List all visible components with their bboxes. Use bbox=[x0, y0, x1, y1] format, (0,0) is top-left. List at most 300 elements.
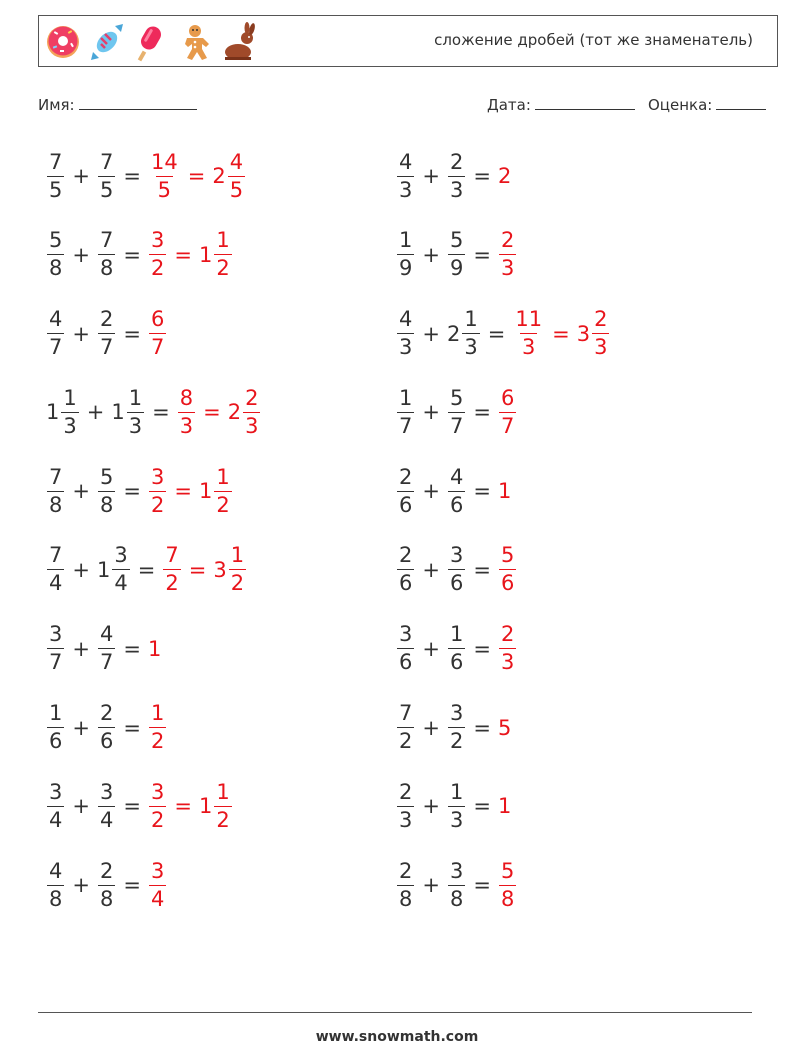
answer-value bbox=[162, 545, 181, 594]
fraction bbox=[98, 309, 115, 358]
numerator: 4 bbox=[49, 858, 63, 883]
denominator: 8 bbox=[99, 492, 114, 517]
numerator: 3 bbox=[150, 464, 165, 489]
numerator: 2 bbox=[399, 779, 413, 804]
denominator: 8 bbox=[399, 886, 413, 911]
fraction bbox=[499, 545, 516, 594]
numerator: 2 bbox=[399, 858, 413, 883]
answer-value bbox=[498, 716, 512, 740]
numerator: 1 bbox=[230, 543, 245, 568]
whole-number: 2 bbox=[497, 164, 512, 188]
answer-value bbox=[148, 637, 162, 661]
numerator: 7 bbox=[99, 149, 114, 174]
denominator: 2 bbox=[150, 256, 165, 281]
plus-sign: + bbox=[72, 242, 90, 267]
operand bbox=[447, 149, 466, 202]
numerator: 3 bbox=[449, 701, 464, 726]
denominator: 5 bbox=[229, 177, 244, 202]
fraction bbox=[243, 385, 260, 438]
footer-divider bbox=[38, 1012, 752, 1013]
numerator: 1 bbox=[449, 622, 464, 647]
equals-sign: = bbox=[174, 242, 192, 267]
problem-item bbox=[396, 773, 746, 839]
operand bbox=[447, 385, 466, 438]
whole-number: 2 bbox=[227, 400, 242, 425]
fraction bbox=[499, 624, 516, 673]
answer-value bbox=[498, 545, 517, 594]
denominator: 6 bbox=[449, 571, 464, 596]
answer-value bbox=[498, 858, 517, 911]
fraction bbox=[397, 309, 414, 358]
operand bbox=[97, 779, 116, 832]
operand bbox=[396, 779, 415, 832]
equals-sign: = bbox=[123, 242, 141, 267]
answer-value bbox=[148, 703, 167, 752]
denominator: 3 bbox=[63, 413, 77, 438]
denominator: 4 bbox=[114, 571, 128, 596]
equals-sign: = bbox=[473, 794, 491, 819]
fraction bbox=[448, 703, 465, 752]
worksheet-header bbox=[38, 15, 778, 67]
denominator: 6 bbox=[399, 571, 413, 596]
denominator: 7 bbox=[99, 650, 114, 675]
numerator: 3 bbox=[99, 779, 114, 804]
problem-item bbox=[396, 537, 746, 603]
operand bbox=[447, 230, 466, 279]
candy-icon bbox=[89, 22, 125, 62]
answer-value bbox=[148, 230, 167, 279]
operand bbox=[396, 703, 415, 752]
denominator: 3 bbox=[449, 177, 464, 202]
fraction bbox=[98, 858, 115, 911]
fraction bbox=[98, 624, 115, 673]
fraction bbox=[499, 385, 516, 438]
fraction bbox=[127, 385, 144, 438]
numerator: 4 bbox=[399, 149, 413, 174]
plus-sign: + bbox=[72, 557, 90, 582]
numerator: 3 bbox=[49, 779, 63, 804]
fraction bbox=[149, 779, 166, 832]
numerator: 1 bbox=[464, 307, 478, 332]
numerator: 2 bbox=[399, 543, 413, 568]
denominator: 9 bbox=[449, 256, 464, 281]
denominator: 7 bbox=[150, 335, 165, 360]
equals-sign: = bbox=[174, 794, 192, 819]
operand bbox=[97, 545, 131, 594]
numerator: 1 bbox=[449, 779, 464, 804]
date-field[interactable] bbox=[487, 95, 635, 114]
numerator: 5 bbox=[500, 543, 515, 568]
whole-number: 1 bbox=[497, 794, 512, 819]
denominator: 6 bbox=[399, 650, 413, 675]
problem-item bbox=[46, 852, 396, 918]
denominator: 3 bbox=[128, 413, 143, 438]
whole-number: 1 bbox=[497, 479, 512, 504]
equals-sign: = bbox=[473, 715, 491, 740]
plus-sign: + bbox=[422, 557, 440, 582]
fraction bbox=[98, 149, 115, 202]
operand bbox=[46, 309, 65, 358]
fraction bbox=[228, 149, 245, 202]
problem-item bbox=[46, 143, 396, 209]
numerator: 7 bbox=[49, 464, 63, 489]
denominator: 7 bbox=[99, 335, 114, 360]
numerator: 7 bbox=[49, 543, 63, 568]
denominator: 7 bbox=[500, 413, 515, 438]
plus-sign: + bbox=[72, 794, 90, 819]
plus-sign: + bbox=[72, 715, 90, 740]
numerator: 2 bbox=[594, 307, 608, 332]
whole-number: 3 bbox=[576, 321, 591, 346]
problem-item bbox=[396, 222, 746, 288]
denominator: 8 bbox=[99, 256, 114, 281]
plus-sign: + bbox=[422, 400, 440, 425]
name-field[interactable] bbox=[38, 95, 197, 114]
problem-item bbox=[46, 379, 396, 445]
problem-item bbox=[396, 458, 746, 524]
plus-sign: + bbox=[422, 479, 440, 504]
fraction bbox=[397, 149, 414, 202]
equals-sign: = bbox=[137, 557, 156, 582]
denominator: 2 bbox=[216, 492, 230, 517]
operand bbox=[97, 230, 116, 279]
operand bbox=[447, 545, 466, 594]
numerator: 1 bbox=[216, 464, 230, 489]
numerator: 1 bbox=[150, 701, 165, 726]
operand bbox=[447, 703, 466, 752]
answer-value bbox=[148, 858, 167, 911]
popsicle-icon bbox=[133, 22, 169, 62]
operand bbox=[396, 624, 415, 673]
fraction bbox=[397, 385, 414, 438]
answer-value bbox=[498, 479, 512, 503]
problem-grid bbox=[46, 143, 766, 931]
operand bbox=[396, 464, 415, 517]
fraction bbox=[98, 703, 115, 752]
answer-value bbox=[512, 309, 545, 358]
equals-sign: = bbox=[552, 321, 570, 346]
fraction bbox=[448, 779, 465, 832]
plus-sign: + bbox=[422, 715, 440, 740]
answer-value bbox=[177, 385, 196, 438]
denominator: 5 bbox=[157, 177, 172, 202]
numerator: 1 bbox=[399, 228, 413, 253]
operand bbox=[97, 703, 116, 752]
operand bbox=[396, 858, 415, 911]
fraction bbox=[448, 230, 465, 279]
denominator: 2 bbox=[150, 492, 165, 517]
fraction bbox=[592, 309, 609, 358]
denominator: 3 bbox=[449, 807, 464, 832]
denominator: 2 bbox=[150, 807, 165, 832]
problem-item bbox=[46, 301, 396, 367]
equals-sign: = bbox=[123, 321, 141, 346]
denominator: 8 bbox=[449, 886, 464, 911]
answer-value bbox=[498, 164, 512, 188]
fraction bbox=[397, 230, 414, 279]
denominator: 6 bbox=[449, 492, 464, 517]
denominator: 2 bbox=[216, 256, 230, 281]
answer-value bbox=[199, 230, 233, 279]
fraction bbox=[448, 545, 465, 594]
equals-sign: = bbox=[203, 400, 221, 425]
operand bbox=[46, 385, 80, 438]
whole-number: 5 bbox=[497, 715, 512, 740]
numerator: 4 bbox=[449, 464, 464, 489]
numerator: 2 bbox=[449, 149, 464, 174]
fraction bbox=[98, 230, 115, 279]
equals-sign: = bbox=[123, 873, 141, 898]
denominator: 2 bbox=[230, 571, 245, 596]
denominator: 3 bbox=[399, 177, 413, 202]
name-blank[interactable] bbox=[79, 95, 197, 110]
plus-sign: + bbox=[422, 873, 440, 898]
answer-value bbox=[148, 149, 181, 202]
denominator: 6 bbox=[449, 650, 464, 675]
numerator: 3 bbox=[150, 779, 165, 804]
whole-number: 3 bbox=[213, 557, 227, 582]
denominator: 4 bbox=[49, 571, 63, 596]
operand bbox=[396, 545, 415, 594]
denominator: 8 bbox=[49, 256, 63, 281]
denominator: 2 bbox=[216, 807, 230, 832]
fraction bbox=[149, 464, 166, 517]
answer-value bbox=[148, 779, 167, 832]
equals-sign: = bbox=[473, 479, 491, 504]
denominator: 4 bbox=[49, 807, 63, 832]
equals-sign: = bbox=[473, 242, 491, 267]
numerator: 2 bbox=[99, 858, 114, 883]
whole-number: 2 bbox=[446, 321, 461, 346]
fraction bbox=[448, 464, 465, 517]
fraction bbox=[462, 309, 479, 358]
fraction bbox=[229, 545, 246, 594]
denominator: 3 bbox=[594, 335, 608, 360]
numerator: 6 bbox=[150, 307, 165, 332]
operand bbox=[46, 858, 65, 911]
fraction bbox=[178, 385, 195, 438]
numerator: 5 bbox=[99, 464, 114, 489]
equals-sign: = bbox=[487, 321, 506, 346]
whole-number: 1 bbox=[96, 557, 111, 582]
fraction bbox=[112, 545, 129, 594]
numerator: 3 bbox=[49, 622, 63, 647]
grade-blank[interactable] bbox=[716, 95, 766, 110]
operand bbox=[396, 149, 415, 202]
denominator: 6 bbox=[500, 571, 515, 596]
fraction bbox=[98, 779, 115, 832]
problem-item bbox=[396, 852, 746, 918]
equals-sign: = bbox=[123, 164, 141, 188]
numerator: 5 bbox=[500, 858, 515, 883]
problem-item bbox=[396, 616, 746, 682]
operand bbox=[447, 464, 466, 517]
fraction bbox=[214, 230, 231, 279]
numerator: 5 bbox=[49, 228, 63, 253]
numerator: 11 bbox=[515, 307, 543, 332]
operand bbox=[97, 624, 116, 673]
plus-sign: + bbox=[72, 479, 90, 504]
operand bbox=[447, 624, 466, 673]
whole-number: 1 bbox=[198, 794, 213, 819]
operand bbox=[46, 464, 65, 517]
fraction bbox=[448, 149, 465, 202]
answer-value bbox=[498, 624, 517, 673]
fraction bbox=[513, 309, 544, 358]
numerator: 7 bbox=[165, 543, 179, 568]
answer-value bbox=[498, 230, 517, 279]
plus-sign: + bbox=[422, 321, 440, 346]
fraction bbox=[397, 464, 414, 517]
problem-item bbox=[46, 222, 396, 288]
problem-item bbox=[46, 537, 396, 603]
denominator: 3 bbox=[179, 413, 194, 438]
plus-sign: + bbox=[72, 321, 90, 346]
numerator: 7 bbox=[399, 701, 413, 726]
operand bbox=[447, 309, 481, 358]
denominator: 7 bbox=[399, 413, 413, 438]
equals-sign: = bbox=[174, 479, 192, 504]
operand bbox=[447, 779, 466, 832]
equals-sign: = bbox=[187, 164, 206, 188]
answer-value bbox=[227, 385, 262, 438]
equals-sign: = bbox=[123, 715, 141, 740]
numerator: 1 bbox=[216, 228, 230, 253]
problem-item bbox=[396, 143, 746, 209]
grade-field[interactable] bbox=[648, 95, 766, 114]
operand bbox=[46, 779, 65, 832]
problem-item bbox=[46, 616, 396, 682]
fraction bbox=[149, 230, 166, 279]
denominator: 8 bbox=[49, 886, 63, 911]
denominator: 2 bbox=[150, 729, 165, 754]
fraction bbox=[47, 149, 64, 202]
numerator: 2 bbox=[500, 228, 515, 253]
fraction bbox=[448, 385, 465, 438]
operand bbox=[97, 309, 116, 358]
fraction bbox=[499, 858, 516, 911]
equals-sign: = bbox=[473, 636, 491, 661]
gingerbread-icon bbox=[177, 22, 213, 62]
denominator: 5 bbox=[99, 177, 114, 202]
icon-strip bbox=[45, 22, 257, 62]
equals-sign: = bbox=[123, 479, 141, 504]
denominator: 4 bbox=[150, 886, 165, 911]
operand bbox=[396, 230, 415, 279]
worksheet-title: сложение дробей (тот же знаменатель) bbox=[434, 31, 753, 49]
denominator: 3 bbox=[245, 413, 259, 438]
plus-sign: + bbox=[72, 164, 90, 188]
denominator: 3 bbox=[500, 256, 515, 281]
answer-value bbox=[148, 464, 167, 517]
operand bbox=[396, 385, 415, 438]
donut-icon bbox=[45, 22, 81, 62]
numerator: 2 bbox=[399, 464, 413, 489]
whole-number: 1 bbox=[111, 400, 125, 425]
plus-sign: + bbox=[422, 636, 440, 661]
operand bbox=[447, 858, 466, 911]
denominator: 8 bbox=[500, 886, 515, 911]
fraction bbox=[98, 464, 115, 517]
problem-item bbox=[396, 695, 746, 761]
numerator: 1 bbox=[128, 385, 143, 410]
whole-number: 1 bbox=[147, 636, 162, 661]
denominator: 7 bbox=[49, 650, 63, 675]
numerator: 4 bbox=[229, 149, 244, 174]
denominator: 6 bbox=[399, 492, 413, 517]
fraction bbox=[149, 858, 166, 911]
operand bbox=[111, 385, 145, 438]
denominator: 8 bbox=[99, 886, 114, 911]
answer-value bbox=[148, 309, 167, 358]
denominator: 6 bbox=[99, 729, 114, 754]
whole-number: 2 bbox=[212, 164, 226, 188]
numerator: 7 bbox=[99, 228, 114, 253]
operand bbox=[46, 230, 65, 279]
answer-value bbox=[198, 464, 233, 517]
operand bbox=[46, 545, 65, 594]
answer-value bbox=[213, 545, 247, 594]
denominator: 3 bbox=[500, 650, 515, 675]
fraction bbox=[149, 309, 166, 358]
date-blank[interactable] bbox=[535, 95, 635, 110]
numerator: 2 bbox=[500, 622, 515, 647]
fraction bbox=[397, 703, 414, 752]
numerator: 3 bbox=[150, 858, 165, 883]
numerator: 1 bbox=[63, 385, 77, 410]
numerator: 3 bbox=[399, 622, 413, 647]
problem-item bbox=[46, 773, 396, 839]
numerator: 5 bbox=[449, 385, 464, 410]
numerator: 4 bbox=[399, 307, 413, 332]
fraction bbox=[397, 779, 414, 832]
denominator: 3 bbox=[399, 335, 413, 360]
fraction bbox=[397, 858, 414, 911]
problem-item bbox=[46, 695, 396, 761]
numerator: 14 bbox=[150, 149, 178, 174]
operand bbox=[97, 464, 116, 517]
denominator: 7 bbox=[49, 335, 63, 360]
numerator: 3 bbox=[449, 858, 464, 883]
equals-sign: = bbox=[123, 794, 141, 819]
fraction bbox=[47, 545, 64, 594]
numerator: 1 bbox=[216, 779, 230, 804]
denominator: 2 bbox=[399, 729, 413, 754]
numerator: 1 bbox=[399, 385, 413, 410]
numerator: 4 bbox=[49, 307, 63, 332]
numerator: 4 bbox=[99, 622, 114, 647]
name-label: Имя: bbox=[38, 96, 75, 114]
denominator: 3 bbox=[464, 335, 478, 360]
footer-url: www.snowmath.com bbox=[315, 1029, 479, 1045]
whole-number: 1 bbox=[198, 242, 213, 267]
numerator: 3 bbox=[449, 543, 464, 568]
answer-value bbox=[577, 309, 611, 358]
whole-number: 1 bbox=[198, 479, 213, 504]
fraction bbox=[397, 545, 414, 594]
fraction bbox=[47, 858, 64, 911]
denominator: 7 bbox=[449, 413, 464, 438]
fraction bbox=[47, 309, 64, 358]
denominator: 6 bbox=[49, 729, 63, 754]
equals-sign: = bbox=[473, 873, 491, 898]
denominator: 5 bbox=[49, 177, 63, 202]
equals-sign: = bbox=[152, 400, 170, 425]
plus-sign: + bbox=[422, 164, 440, 188]
fraction bbox=[448, 858, 465, 911]
plus-sign: + bbox=[72, 636, 90, 661]
operand bbox=[46, 624, 65, 673]
